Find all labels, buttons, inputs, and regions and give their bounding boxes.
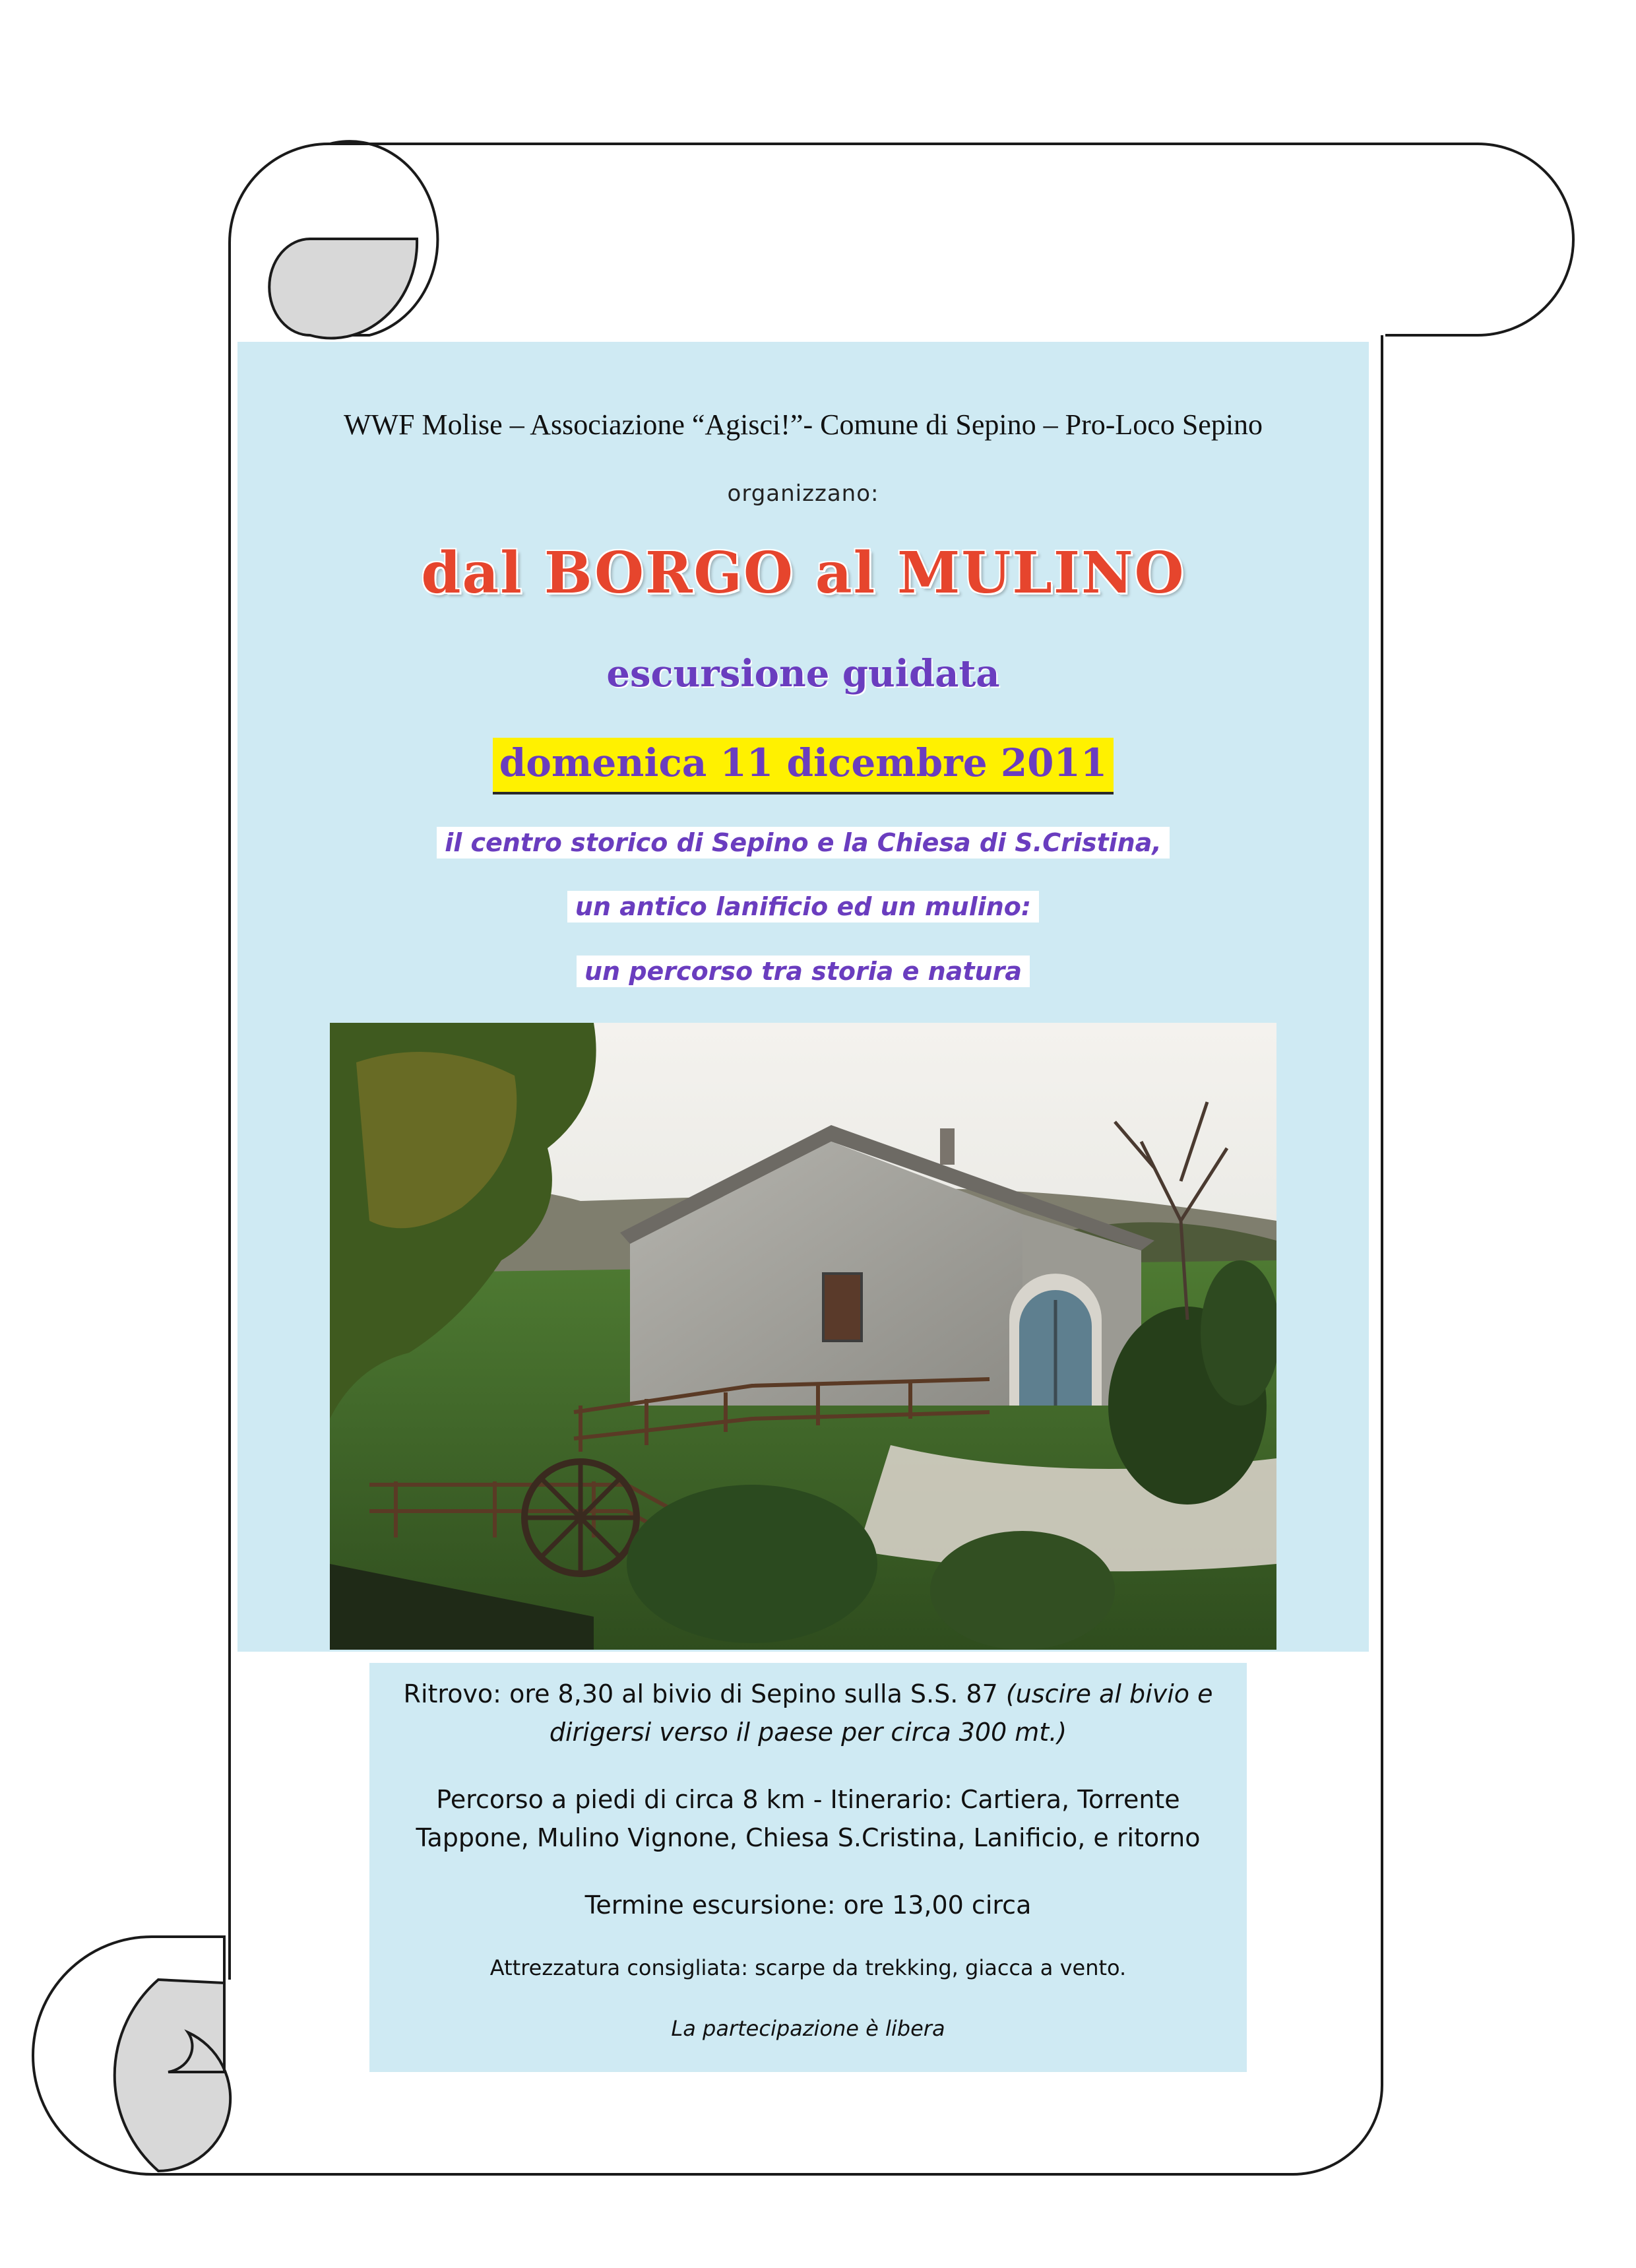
description-text: un percorso tra storia e natura xyxy=(577,956,1030,987)
participation-line: La partecipazione è libera xyxy=(671,2016,945,2041)
description-text: un antico lanificio ed un mulino: xyxy=(567,891,1039,923)
equipment-line: Attrezzatura consigliata: scarpe da trekking, giacca a vento. xyxy=(489,1955,1127,1980)
meeting-note: (uscire al bivio e xyxy=(1005,1679,1213,1708)
description-line xyxy=(237,891,1369,923)
route-line: Tappone, Mulino Vignone, Chiesa S.Cristina, Lanificio, e ritorno xyxy=(416,1823,1201,1852)
meeting-note-line: dirigersi verso il paese per circa 300 mt.) xyxy=(549,1718,1067,1747)
event-title: dal BORGO al MULINO xyxy=(421,540,1185,606)
description-line xyxy=(237,956,1369,987)
info-panel xyxy=(369,1663,1247,2072)
event-subtitle: escursione guidata xyxy=(606,652,1000,696)
date-wrapper xyxy=(237,738,1369,794)
meeting-line xyxy=(369,1679,1247,1708)
bottom-curl xyxy=(115,1980,230,2171)
mill-photo xyxy=(330,1023,1276,1650)
event-date: domenica 11 dicembre 2011 xyxy=(493,738,1114,794)
main-panel xyxy=(237,342,1369,1652)
route-line: Percorso a piedi di circa 8 km - Itinerario: Cartiera, Torrente xyxy=(436,1785,1180,1814)
organizers-line: WWF Molise – Associazione “Agisci!”- Comune di Sepino – Pro-Loco Sepino xyxy=(343,408,1263,441)
end-time-line: Termine escursione: ore 13,00 circa xyxy=(584,1891,1032,1920)
description-text: il centro storico di Sepino e la Chiesa di S.Cristina, xyxy=(437,827,1170,859)
organize-verb: organizzano: xyxy=(727,480,879,507)
description-line xyxy=(237,827,1369,859)
meeting-text: Ritrovo: ore 8,30 al bivio di Sepino sulla S.S. 87 xyxy=(403,1679,1006,1708)
